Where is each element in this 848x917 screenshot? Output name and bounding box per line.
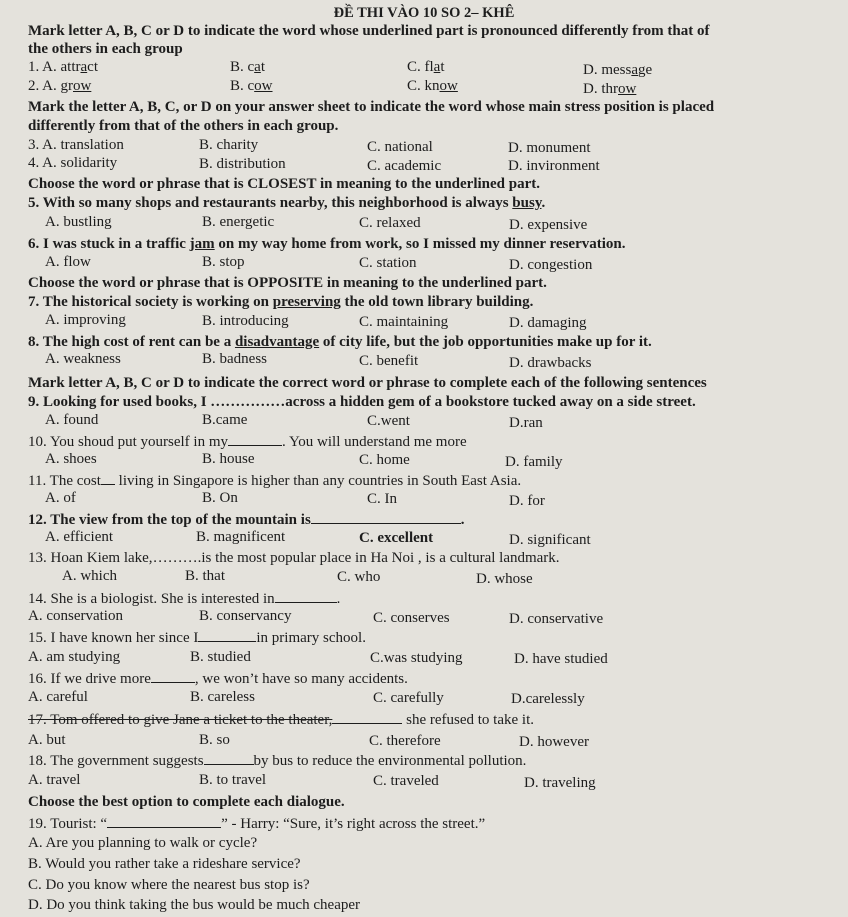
q8-option-d: D. drawbacks — [509, 355, 592, 371]
q19-option-b: B. Would you rather take a rideshare service? — [28, 856, 301, 872]
q16-stem: 16. If we drive more , we won’t have so many accidents. — [28, 671, 408, 687]
q7-option-b: B. introducing — [202, 313, 289, 329]
section-6-instruction: Choose the best option to complete each dialogue. — [28, 794, 345, 810]
q3-option-d: D. monument — [508, 140, 591, 156]
q15-option-d: D. have studied — [514, 651, 608, 667]
section-1-instruction-cont: the others in each group — [28, 41, 183, 57]
q18-option-d: D. traveling — [524, 775, 596, 791]
q1-option-a: 1. A. attract — [28, 59, 98, 75]
q15-option-c: C.was studying — [370, 650, 463, 666]
q4-option-d: D. invironment — [508, 158, 600, 174]
q5-stem: 5. With so many shops and restaurants nearby, this neighborhood is always busy. — [28, 195, 546, 211]
q10-stem: 10. You shoud put yourself in my . You will understand me more — [28, 434, 467, 450]
q12-option-b: B. magnificent — [196, 529, 286, 545]
section-2-instruction: Mark the letter A, B, C, or D on your answer sheet to indicate the word whose main stress position is placed — [28, 99, 715, 115]
q18-option-a: A. travel — [28, 772, 81, 788]
section-5-instruction: Mark letter A, B, C or D to indicate the correct word or phrase to complete each of the following sentences — [28, 375, 707, 391]
q13-option-d: D. whose — [476, 571, 533, 587]
q15-option-a: A. am studying — [28, 649, 121, 665]
q7-option-c: C. maintaining — [359, 314, 449, 330]
q2-option-b: B. cow — [230, 78, 273, 94]
q12-option-d: D. significant — [509, 532, 591, 548]
q15-option-b: B. studied — [190, 649, 251, 665]
q12-stem: 12. The view from the top of the mountain is . — [28, 512, 465, 528]
q4-option-b: B. distribution — [199, 156, 286, 172]
q1-option-b: B. cat — [230, 59, 266, 75]
q8-option-a: A. weakness — [45, 351, 121, 367]
q12-option-a: A. efficient — [45, 529, 114, 545]
q6-option-a: A. flow — [45, 254, 91, 270]
q8-option-b: B. badness — [202, 351, 267, 367]
q15-stem: 15. I have known her since I in primary school. — [28, 630, 366, 646]
q16-option-c: C. carefully — [373, 690, 444, 706]
q13-option-c: C. who — [337, 569, 381, 585]
q9-option-b: B.came — [202, 412, 248, 428]
q10-option-b: B. house — [202, 451, 255, 467]
q6-stem: 6. I was stuck in a traffic jam on my way home from work, so I missed my dinner reservation. — [28, 236, 626, 252]
exam-title: ĐỀ THI VÀO 10 SO 2– KHÊ — [333, 5, 515, 21]
q7-option-d: D. damaging — [509, 315, 587, 331]
q19-option-d: D. Do you think taking the bus would be much cheaper — [28, 897, 361, 913]
q7-option-a: A. improving — [45, 312, 126, 328]
q14-option-b: B. conservancy — [199, 608, 292, 624]
q5-option-c: C. relaxed — [359, 215, 421, 231]
q5-option-d: D. expensive — [509, 217, 588, 233]
q11-option-b: B. On — [202, 490, 238, 506]
q19-stem: 19. Tourist: “ ” - Harry: “Sure, it’s right across the street.” — [28, 816, 486, 832]
q10-option-c: C. home — [359, 452, 410, 468]
q17-option-a: A. but — [28, 732, 66, 748]
q5-option-a: A. bustling — [45, 214, 112, 230]
q6-option-c: C. station — [359, 255, 417, 271]
q18-option-c: C. traveled — [373, 773, 439, 789]
q9-option-c: C.went — [367, 413, 410, 429]
q17-option-b: B. so — [199, 732, 230, 748]
q7-stem: 7. The historical society is working on preserving the old town library building. — [28, 294, 534, 310]
q2-option-c: C. know — [407, 78, 458, 94]
q1-option-c: C. flat — [407, 59, 445, 75]
q3-option-c: C. national — [367, 139, 433, 155]
q1-option-d: D. message — [583, 62, 653, 78]
q16-option-d: D.carelessly — [511, 691, 585, 707]
q14-stem: 14. She is a biologist. She is interested in . — [28, 591, 341, 607]
q8-option-c: C. benefit — [359, 353, 419, 369]
q16-option-b: B. careless — [190, 689, 255, 705]
q10-option-a: A. shoes — [45, 451, 97, 467]
q17-option-d: D. however — [519, 734, 589, 750]
q3-option-a: 3. A. translation — [28, 137, 124, 153]
section-4-instruction: Choose the word or phrase that is OPPOSITE in meaning to the underlined part. — [28, 275, 547, 291]
q13-stem: 13. Hoan Kiem lake,……….is the most popular place in Ha Noi , is a cultural landmark. — [28, 550, 560, 566]
q9-option-a: A. found — [45, 412, 99, 428]
q19-option-a: A. Are you planning to walk or cycle? — [28, 835, 258, 851]
q14-option-a: A. conservation — [28, 608, 123, 624]
q8-stem: 8. The high cost of rent can be a disadvantage of city life, but the job opportunities make up for it. — [28, 334, 652, 350]
q2-option-d: D. throw — [583, 81, 637, 97]
q11-stem: 11. The cost living in Singapore is higher than any countries in South East Asia. — [28, 473, 522, 489]
q17-option-c: C. therefore — [369, 733, 441, 749]
section-3-instruction: Choose the word or phrase that is CLOSEST in meaning to the underlined part. — [28, 176, 541, 192]
q3-option-b: B. charity — [199, 137, 259, 153]
q11-option-d: D. for — [509, 493, 545, 509]
q11-option-c: C. In — [367, 491, 397, 507]
q14-option-c: C. conserves — [373, 610, 450, 626]
q13-option-a: A. which — [62, 568, 117, 584]
q2-option-a: 2. A. grow — [28, 78, 92, 94]
q18-stem: 18. The government suggests by bus to reduce the environmental pollution. — [28, 753, 527, 769]
q6-option-b: B. stop — [202, 254, 245, 270]
q12-option-c: C. excellent — [359, 530, 434, 546]
q5-option-b: B. energetic — [202, 214, 275, 230]
q18-option-b: B. to travel — [199, 772, 267, 788]
q11-option-a: A. of — [45, 490, 76, 506]
q17-stem: 17. Tom offered to give Jane a ticket to the theater, she refused to take it. — [28, 712, 534, 728]
q9-option-d: D.ran — [509, 415, 543, 431]
q13-option-b: B. that — [185, 568, 225, 584]
section-2-instruction-cont: differently from that of the others in each group. — [28, 118, 339, 134]
q4-option-c: C. academic — [367, 158, 442, 174]
q4-option-a: 4. A. solidarity — [28, 155, 118, 171]
q9-stem: 9. Looking for used books, I ……………across a hidden gem of a bookstore tucked away on a side street. — [28, 394, 696, 410]
section-1-instruction: Mark letter A, B, C or D to indicate the word whose underlined part is pronounced differently from that of — [28, 23, 710, 39]
q10-option-d: D. family — [505, 454, 563, 470]
q16-option-a: A. careful — [28, 689, 88, 705]
q14-option-d: D. conservative — [509, 611, 604, 627]
q19-option-c: C. Do you know where the nearest bus stop is? — [28, 877, 310, 893]
q6-option-d: D. congestion — [509, 257, 593, 273]
